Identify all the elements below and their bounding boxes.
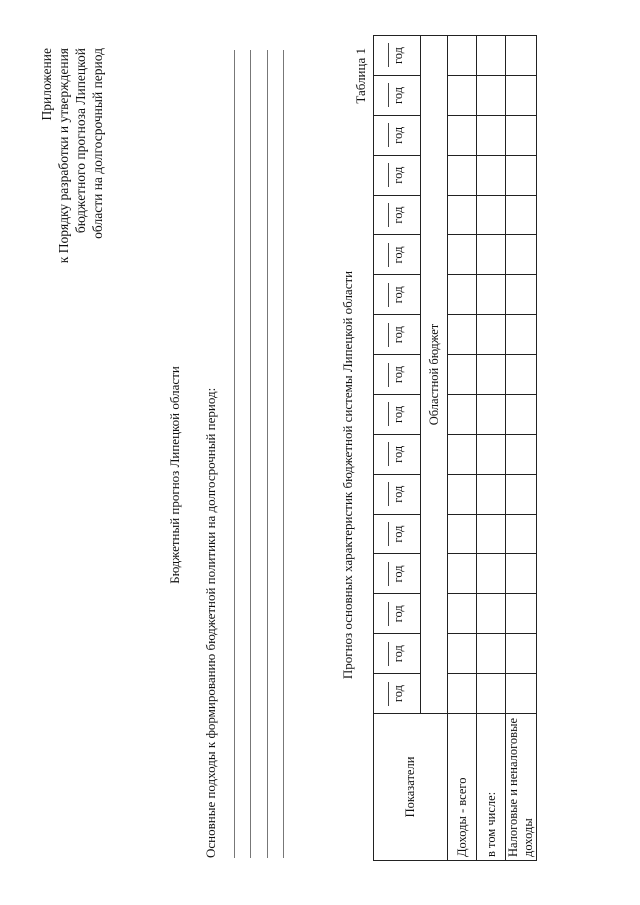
table-cell — [477, 36, 506, 76]
header-row — [374, 36, 421, 861]
table-cell — [477, 474, 506, 514]
table-title: Прогноз основных характеристик бюджетной системы Липецкой области — [340, 270, 355, 680]
table-cell — [506, 514, 537, 554]
table-cell — [506, 36, 537, 76]
table-cell — [448, 315, 477, 355]
table-cell — [506, 115, 537, 155]
year-header — [374, 115, 421, 155]
year-label: год — [391, 565, 405, 583]
table-cell — [477, 275, 506, 315]
year-label: год — [391, 46, 405, 65]
year-blank-line — [388, 602, 389, 626]
year-blank-line — [388, 243, 389, 267]
year-label: год — [391, 286, 405, 304]
year-header — [374, 76, 421, 116]
table-cell — [506, 634, 537, 674]
table-cell — [477, 195, 506, 235]
year-header — [374, 634, 421, 674]
table-cell — [448, 594, 477, 634]
year-header — [374, 315, 421, 355]
row-label: в том числе: — [477, 714, 506, 861]
approach-heading: Основные подходы к формированию бюджетной политики на долгосрочный период: — [203, 387, 218, 858]
table-cell — [448, 474, 477, 514]
fill-line — [234, 50, 235, 858]
indicator-header: Показатели — [374, 714, 448, 861]
year-blank-line — [388, 163, 389, 187]
year-blank-line — [388, 323, 389, 347]
fill-line — [267, 50, 268, 858]
table-cell — [448, 76, 477, 116]
table-cell — [448, 115, 477, 155]
table-cell — [506, 554, 537, 594]
table-cell — [448, 235, 477, 275]
table-cell — [477, 674, 506, 714]
year-blank-line — [388, 83, 389, 107]
table-cell — [506, 434, 537, 474]
year-label: год — [391, 166, 405, 184]
year-header — [374, 195, 421, 235]
table-cell — [477, 594, 506, 634]
table-number: Таблица 1 — [353, 48, 368, 104]
table-cell — [477, 434, 506, 474]
year-header — [374, 155, 421, 195]
table-cell — [506, 395, 537, 435]
row-label: Доходы - всего — [448, 714, 477, 861]
table-cell — [448, 395, 477, 435]
table-cell — [448, 195, 477, 235]
year-header — [374, 674, 421, 714]
table-cell — [448, 674, 477, 714]
table-cell — [477, 155, 506, 195]
table-cell — [448, 514, 477, 554]
year-blank-line — [388, 482, 389, 506]
table-cell — [477, 514, 506, 554]
table-cell — [506, 315, 537, 355]
year-label: год — [391, 485, 405, 503]
year-label: год — [391, 246, 405, 264]
year-blank-line — [388, 562, 389, 586]
table-cell — [448, 36, 477, 76]
year-label: год — [391, 645, 405, 663]
year-label: год — [391, 86, 405, 104]
year-blank-line — [388, 123, 389, 147]
year-label: год — [391, 685, 405, 703]
table-cell — [477, 355, 506, 395]
appendix-block — [38, 48, 106, 263]
table-body — [374, 36, 537, 861]
table-cell — [506, 235, 537, 275]
year-blank-line — [388, 44, 389, 68]
table-cell — [477, 634, 506, 674]
table-cell — [506, 76, 537, 116]
table-cell — [477, 315, 506, 355]
year-blank-line — [388, 283, 389, 307]
year-header — [374, 395, 421, 435]
year-header — [374, 275, 421, 315]
table-row — [506, 36, 537, 861]
fill-line — [283, 50, 284, 858]
table-cell — [506, 195, 537, 235]
year-blank-line — [388, 442, 389, 466]
table-cell — [448, 434, 477, 474]
table-row — [448, 36, 477, 861]
appendix-line: бюджетного прогноза Липецкой — [73, 48, 88, 234]
year-blank-line — [388, 363, 389, 387]
row-label: Налоговые и неналоговые доходы — [506, 714, 537, 861]
year-label: год — [391, 326, 405, 344]
table-cell — [448, 355, 477, 395]
table-row — [477, 36, 506, 861]
year-header — [374, 355, 421, 395]
table-cell — [477, 235, 506, 275]
year-blank-line — [388, 203, 389, 227]
table-cell — [448, 634, 477, 674]
year-label: год — [391, 605, 405, 623]
appendix-line: к Порядку разработки и утверждения — [56, 48, 71, 264]
fill-line — [250, 50, 251, 858]
table-cell — [477, 76, 506, 116]
table-cell — [506, 594, 537, 634]
appendix-line: области на долгосрочный период — [90, 48, 105, 239]
table-cell — [477, 395, 506, 435]
table-cell — [448, 155, 477, 195]
table-cell — [506, 474, 537, 514]
year-label: год — [391, 525, 405, 543]
forecast-table — [373, 35, 537, 861]
document-title: Бюджетный прогноз Липецкой области — [167, 366, 182, 584]
table-cell — [506, 674, 537, 714]
year-header — [374, 554, 421, 594]
table-cell — [448, 275, 477, 315]
table-cell — [506, 155, 537, 195]
appendix-line: Приложение — [39, 48, 54, 121]
year-header — [374, 235, 421, 275]
table-cell — [506, 275, 537, 315]
year-blank-line — [388, 682, 389, 706]
year-header — [374, 36, 421, 76]
table-cell — [448, 554, 477, 594]
table-cell — [477, 554, 506, 594]
year-header — [374, 594, 421, 634]
year-header — [374, 474, 421, 514]
table-cell — [506, 355, 537, 395]
table-cell — [477, 115, 506, 155]
year-label: год — [391, 366, 405, 384]
year-blank-line — [388, 402, 389, 426]
year-blank-line — [388, 522, 389, 546]
year-label: год — [391, 445, 405, 463]
year-blank-line — [388, 642, 389, 666]
year-label: год — [391, 126, 405, 144]
year-label: год — [391, 206, 405, 224]
year-label: год — [391, 405, 405, 423]
budget-header: Областной бюджет — [421, 36, 448, 714]
year-header — [374, 514, 421, 554]
year-header — [374, 434, 421, 474]
